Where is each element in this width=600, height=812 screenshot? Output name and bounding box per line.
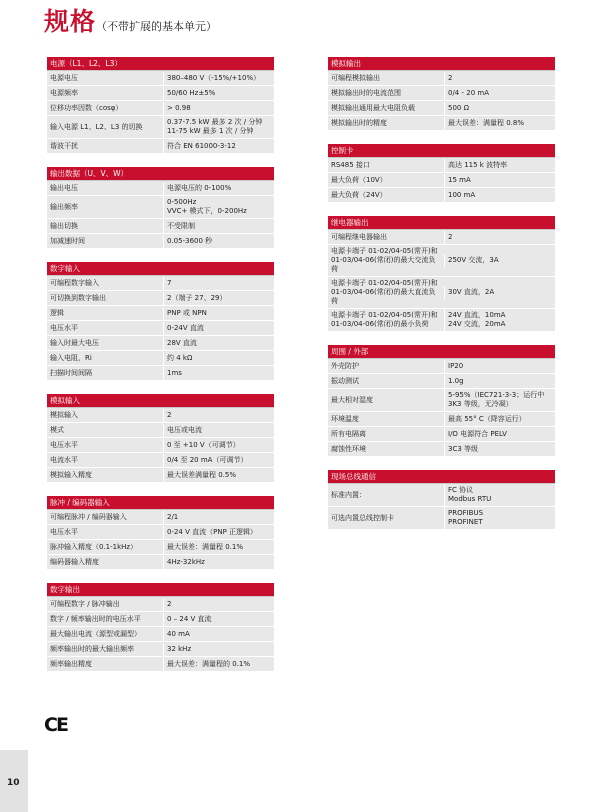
spec-value: PROFIBUS PROFINET [444, 507, 555, 529]
table-row [47, 642, 274, 657]
spec-value: 最大误差：满量程的 0.1% [163, 658, 274, 671]
spec-label: 标准内置： [331, 490, 366, 499]
spec-value: 0 至 +10 V（可调节） [163, 439, 274, 452]
spec-label: 可编程继电器输出 [331, 232, 387, 241]
spec-label: 位移功率因数（cosφ） [50, 103, 123, 112]
spec-value: 30V 直流，2A [444, 286, 555, 299]
spec-label: 输入电阻，Ri [50, 353, 92, 362]
table-row [328, 309, 555, 332]
table-row [328, 359, 555, 374]
spec-value: 2/1 [163, 511, 274, 524]
section-title: 电源（L1、L2、L3） [47, 57, 274, 70]
section-title: 周围 / 外部 [328, 345, 555, 358]
table-row [328, 442, 555, 457]
table-row [47, 234, 274, 249]
section-title: 继电器输出 [328, 216, 555, 229]
spec-label: 电源卡端子 01-02/04-05(常开)和 01-03/04-06(常闭)的最小负荷 [331, 311, 438, 328]
spec-label: 电压水平 [50, 527, 78, 536]
spec-section [47, 583, 274, 672]
spec-label: 脉冲输入精度（0.1-1kHz） [50, 542, 138, 551]
spec-value: 最高 55° C（降容运行） [444, 413, 555, 426]
section-title: 输出数据（U、V、W） [47, 167, 274, 180]
spec-label: 电流水平 [50, 455, 78, 464]
table-row [328, 389, 555, 412]
spec-label: 最大负荷（10V） [331, 175, 387, 184]
spec-table [328, 358, 555, 457]
spec-value: PNP 或 NPN [163, 307, 274, 320]
table-row [47, 468, 274, 483]
spec-value: 电压或电流 [163, 424, 274, 437]
spec-label: 外壳防护 [331, 361, 359, 370]
section-title: 脉冲 / 编码器输入 [47, 496, 274, 509]
spec-table [47, 407, 274, 483]
spec-label: 最大相对湿度 [331, 395, 373, 404]
spec-value: 2（端子 27、29） [163, 292, 274, 305]
spec-value: 电源电压的 0-100% [163, 182, 274, 195]
spec-value: 1ms [163, 367, 274, 380]
spec-label: 腐蚀性环境 [331, 444, 366, 453]
table-row [47, 408, 274, 423]
spec-value: FC 协议 Modbus RTU [444, 484, 555, 506]
spec-table [328, 157, 555, 203]
spec-section [47, 496, 274, 570]
spec-section [47, 167, 274, 249]
spec-label: 逻辑 [50, 308, 64, 317]
table-row [47, 627, 274, 642]
table-row [47, 540, 274, 555]
spec-value: 0.05-3600 秒 [163, 235, 274, 248]
table-row [47, 423, 274, 438]
spec-label: 所有电隔离 [331, 429, 366, 438]
table-row [328, 484, 555, 507]
spec-value: 380–480 V（-15%/+10%） [163, 72, 274, 85]
spec-label: 可编程脉冲 / 编码器输入 [50, 512, 127, 521]
table-row [47, 291, 274, 306]
spec-value: 28V 直流 [163, 337, 274, 350]
table-row [47, 321, 274, 336]
table-row [328, 116, 555, 131]
spec-label: 输入电源 L1、L2、L3 的切换 [50, 122, 143, 131]
spec-table [47, 70, 274, 154]
table-row [328, 245, 555, 277]
spec-label: 模拟输出时的电流范围 [331, 88, 401, 97]
table-row [47, 351, 274, 366]
table-row [47, 657, 274, 672]
spec-label: 可编程数字 / 脉冲输出 [50, 599, 120, 608]
spec-value: 2 [163, 598, 274, 611]
spec-label: 模拟输出时的精度 [331, 118, 387, 127]
table-row [47, 555, 274, 570]
spec-label: 电源电压 [50, 73, 78, 82]
spec-label: 电压水平 [50, 440, 78, 449]
spec-table [47, 596, 274, 672]
table-row [47, 71, 274, 86]
spec-section [328, 470, 555, 530]
spec-label: 模拟输入 [50, 410, 78, 419]
page-title-block [44, 2, 217, 38]
spec-label: 环境温度 [331, 414, 359, 423]
spec-value: 高达 115 k 波特率 [444, 159, 555, 172]
table-row [47, 196, 274, 219]
spec-label: 频率输出时的最大输出频率 [50, 644, 134, 653]
spec-label: 频率输出精度 [50, 659, 92, 668]
spec-section [47, 394, 274, 483]
page-number: 10 [7, 778, 20, 788]
spec-label: 电压水平 [50, 323, 78, 332]
spec-value: 7 [163, 277, 274, 290]
table-row [328, 188, 555, 203]
section-title: 模拟输出 [328, 57, 555, 70]
spec-value: 最大误差满量程 0.5% [163, 469, 274, 482]
spec-value: 4Hz-32kHz [163, 556, 274, 569]
section-title: 控制卡 [328, 144, 555, 157]
spec-label: 可编程数字输入 [50, 278, 99, 287]
right-column [328, 57, 555, 543]
spec-label: 输入时最大电压 [50, 338, 99, 347]
spec-table [47, 509, 274, 570]
spec-label: 最大负荷（24V） [331, 190, 387, 199]
spec-value: 50/60 Hz±5% [163, 87, 274, 100]
spec-section [328, 345, 555, 457]
table-row [328, 158, 555, 173]
table-row [47, 181, 274, 196]
spec-value: 约 4 kΩ [163, 352, 274, 365]
table-row [47, 597, 274, 612]
spec-label: 模拟输出通用最大电阻负载 [331, 103, 415, 112]
table-row [328, 173, 555, 188]
spec-label: 电源卡端子 01-02/04-05(常开)和 01-03/04-06(常闭)的最大直流负荷 [331, 279, 438, 305]
spec-section [328, 216, 555, 332]
spec-label: 数字 / 频率输出时的电压水平 [50, 614, 141, 623]
spec-value: 2 [444, 72, 555, 85]
section-title: 现场总线通信 [328, 470, 555, 483]
spec-value: 0-500Hz VVC+ 模式下，0-200Hz [163, 196, 274, 218]
table-row [47, 116, 274, 139]
spec-value: 1.0g [444, 375, 555, 388]
spec-value: 0/4 - 20 mA [444, 87, 555, 100]
spec-value: 500 Ω [444, 102, 555, 115]
section-title: 模拟输入 [47, 394, 274, 407]
spec-value: 100 mA [444, 189, 555, 202]
table-row [328, 427, 555, 442]
spec-label: 最大输出电流（源型或漏型） [50, 629, 141, 638]
section-title: 数字输入 [47, 262, 274, 275]
spec-section [47, 262, 274, 381]
ce-mark: CE [44, 714, 67, 736]
table-row [47, 139, 274, 154]
spec-label: 输出电压 [50, 183, 78, 192]
spec-label: 扫描时间间隔 [50, 368, 92, 377]
table-row [328, 374, 555, 389]
spec-value: 2 [444, 231, 555, 244]
table-row [47, 336, 274, 351]
table-row [47, 219, 274, 234]
spec-label: 可切换到数字输出 [50, 293, 106, 302]
spec-label: RS485 接口 [331, 160, 370, 169]
spec-section [47, 57, 274, 154]
table-row [47, 306, 274, 321]
spec-label: 加减速时间 [50, 236, 85, 245]
table-row [47, 276, 274, 291]
spec-value: 0 – 24 V 直流 [163, 613, 274, 626]
spec-value: 符合 EN 61000-3-12 [163, 140, 274, 153]
section-title: 数字输出 [47, 583, 274, 596]
page-title: 规格 [44, 7, 97, 36]
table-row [47, 525, 274, 540]
table-row [328, 230, 555, 245]
spec-value: IP20 [444, 360, 555, 373]
table-row [47, 86, 274, 101]
table-row [328, 507, 555, 530]
spec-value: 最大误差：满量程 0.8% [444, 117, 555, 130]
spec-value: 2 [163, 409, 274, 422]
spec-value: 40 mA [163, 628, 274, 641]
spec-value: 0-24V 直流 [163, 322, 274, 335]
spec-table [47, 275, 274, 381]
table-row [328, 412, 555, 427]
table-row [328, 277, 555, 309]
spec-label: 输出切换 [50, 221, 78, 230]
spec-value: 0.37-7.5 kW 最多 2 次 / 分钟 11-75 kW 最多 1 次 / 分钟 [163, 116, 274, 138]
table-row [47, 366, 274, 381]
spec-label: 电源频率 [50, 88, 78, 97]
table-row [47, 612, 274, 627]
spec-value: 0/4 至 20 mA（可调节） [163, 454, 274, 467]
left-column [47, 57, 274, 685]
spec-table [328, 483, 555, 530]
spec-label: 输出频率 [50, 202, 78, 211]
table-row [47, 510, 274, 525]
spec-table [47, 180, 274, 249]
spec-label: 编码器输入精度 [50, 557, 99, 566]
spec-value: I/O 电源符合 PELV [444, 428, 555, 441]
spec-section [328, 57, 555, 131]
table-row [328, 101, 555, 116]
spec-value: 5-95%（IEC721-3-3；运行中 3K3 等级，无冷凝） [444, 389, 555, 411]
table-row [328, 86, 555, 101]
table-row [47, 453, 274, 468]
spec-label: 模拟输入精度 [50, 470, 92, 479]
spec-value: 3C3 等级 [444, 443, 555, 456]
spec-section [328, 144, 555, 203]
spec-label: 可编程模拟输出 [331, 73, 380, 82]
spec-value: 15 mA [444, 174, 555, 187]
spec-label: 电源卡端子 01-02/04-05(常开)和 01-03/04-06(常闭)的最大交流负荷 [331, 247, 438, 273]
spec-value: 0-24 V 直流（PNP 正逻辑） [163, 526, 274, 539]
table-row [47, 101, 274, 116]
spec-table [328, 229, 555, 332]
spec-value: 不受限制 [163, 220, 274, 233]
spec-value: > 0.98 [163, 102, 274, 115]
table-row [328, 71, 555, 86]
spec-label: 谐波干扰 [50, 141, 78, 150]
spec-label: 模式 [50, 425, 64, 434]
spec-value: 最大误差：满量程 0.1% [163, 541, 274, 554]
spec-value: 32 kHz [163, 643, 274, 656]
page-subtitle: （不带扩展的基本单元） [96, 20, 218, 33]
spec-table [328, 70, 555, 131]
spec-label: 振动测试 [331, 376, 359, 385]
spec-value: 24V 直流，10mA 24V 交流，20mA [444, 309, 555, 331]
table-row [47, 438, 274, 453]
spec-label: 可选内置总线控制卡 [331, 513, 394, 522]
spec-value: 250V 交流，3A [444, 254, 555, 267]
